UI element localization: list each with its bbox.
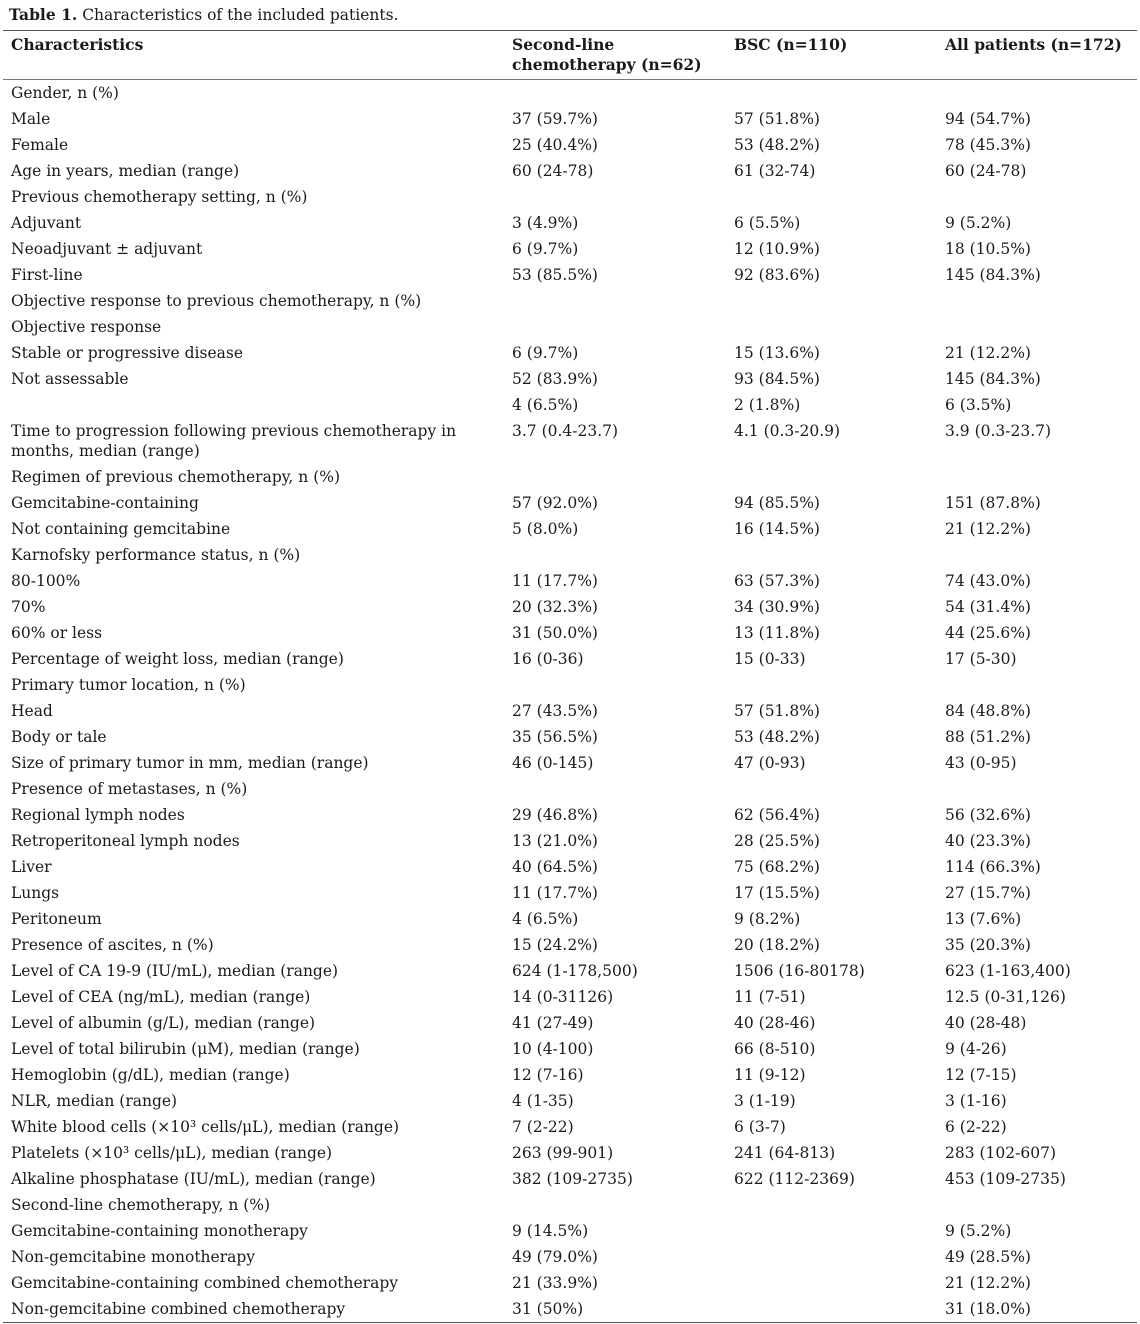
cell-second-line: 15 (24.2%) xyxy=(512,936,598,954)
table-caption xyxy=(9,5,1137,25)
cell-second-line: 37 (59.7%) xyxy=(512,110,598,128)
cell-characteristic: Objective response to previous chemotherapy, n (%) xyxy=(11,292,422,310)
cell-second-line: 35 (56.5%) xyxy=(512,728,598,746)
cell-bsc: 66 (8-510) xyxy=(734,1040,816,1058)
table-row xyxy=(3,1270,1137,1296)
cell-bsc xyxy=(726,542,937,568)
table-row xyxy=(3,184,1137,210)
cell-characteristic: Not containing gemcitabine xyxy=(11,520,231,538)
cell-second-line: 10 (4-100) xyxy=(512,1040,594,1058)
cell-characteristic: Previous chemotherapy setting, n (%) xyxy=(11,188,308,206)
cell-characteristic: Body or tale xyxy=(11,728,107,746)
cell-second-line xyxy=(504,776,726,802)
table-row xyxy=(3,490,1137,516)
cell-second-line: 25 (40.4%) xyxy=(512,136,598,154)
cell-all-patients xyxy=(937,314,1137,340)
table-row xyxy=(3,542,1137,568)
cell-bsc: 20 (18.2%) xyxy=(734,936,820,954)
cell-characteristic: Peritoneum xyxy=(11,910,102,928)
cell-bsc: 94 (85.5%) xyxy=(734,494,820,512)
cell-second-line: 21 (33.9%) xyxy=(512,1274,598,1292)
cell-characteristic: Liver xyxy=(11,858,52,876)
cell-bsc xyxy=(726,1218,937,1244)
cell-all-patients: 3 (1-16) xyxy=(945,1092,1007,1110)
cell-bsc: 57 (51.8%) xyxy=(734,702,820,720)
cell-second-line: 31 (50.0%) xyxy=(512,624,598,642)
table-row xyxy=(3,646,1137,672)
cell-characteristic: Non-gemcitabine combined chemotherapy xyxy=(11,1300,346,1318)
cell-all-patients: 9 (4-26) xyxy=(945,1040,1007,1058)
cell-characteristic: Gemcitabine-containing xyxy=(11,494,199,512)
cell-bsc xyxy=(726,1244,937,1270)
cell-characteristic: NLR, median (range) xyxy=(11,1092,178,1110)
cell-bsc xyxy=(726,1296,937,1323)
cell-all-patients: 18 (10.5%) xyxy=(945,240,1031,258)
table-row xyxy=(3,418,1137,464)
cell-second-line: 57 (92.0%) xyxy=(512,494,598,512)
cell-bsc: 3 (1-19) xyxy=(734,1092,796,1110)
cell-bsc: 17 (15.5%) xyxy=(734,884,820,902)
cell-bsc: 6 (3-7) xyxy=(734,1118,786,1136)
cell-all-patients: 49 (28.5%) xyxy=(945,1248,1031,1266)
cell-characteristic: Gender, n (%) xyxy=(11,84,119,102)
cell-all-patients: 145 (84.3%) xyxy=(945,266,1041,284)
cell-characteristic: Second-line chemotherapy, n (%) xyxy=(11,1196,271,1214)
cell-second-line: 31 (50%) xyxy=(512,1300,584,1318)
cell-bsc: 9 (8.2%) xyxy=(734,910,801,928)
cell-second-line: 53 (85.5%) xyxy=(512,266,598,284)
cell-all-patients: 3.9 (0.3-23.7) xyxy=(945,422,1052,440)
cell-second-line: 6 (9.7%) xyxy=(512,344,579,362)
cell-bsc: 53 (48.2%) xyxy=(734,728,820,746)
table-row xyxy=(3,210,1137,236)
cell-characteristic: Stable or progressive disease xyxy=(11,344,244,362)
cell-all-patients xyxy=(937,184,1137,210)
cell-bsc xyxy=(726,1270,937,1296)
cell-bsc: 12 (10.9%) xyxy=(734,240,820,258)
cell-characteristic: Alkaline phosphatase (IU/mL), median (range) xyxy=(11,1170,376,1188)
cell-all-patients: 12.5 (0-31,126) xyxy=(945,988,1066,1006)
cell-all-patients: 21 (12.2%) xyxy=(945,520,1031,538)
table-row xyxy=(3,568,1137,594)
table-row xyxy=(3,1296,1137,1323)
cell-characteristic: Retroperitoneal lymph nodes xyxy=(11,832,240,850)
table-row xyxy=(3,776,1137,802)
cell-bsc: 28 (25.5%) xyxy=(734,832,820,850)
cell-characteristic: 70% xyxy=(11,598,46,616)
table-row xyxy=(3,958,1137,984)
table-row xyxy=(3,1166,1137,1192)
cell-characteristic: Gemcitabine-containing monotherapy xyxy=(11,1222,308,1240)
cell-bsc xyxy=(726,464,937,490)
cell-second-line: 11 (17.7%) xyxy=(512,884,598,902)
cell-second-line: 3 (4.9%) xyxy=(512,214,579,232)
cell-bsc: 53 (48.2%) xyxy=(734,136,820,154)
cell-all-patients: 88 (51.2%) xyxy=(945,728,1031,746)
header-all-patients: All patients (n=172) xyxy=(945,35,1122,54)
cell-second-line: 9 (14.5%) xyxy=(512,1222,589,1240)
table-row xyxy=(3,132,1137,158)
cell-second-line: 12 (7-16) xyxy=(512,1066,584,1084)
header-row xyxy=(3,31,1137,80)
cell-characteristic xyxy=(3,392,504,418)
cell-characteristic: Platelets (×10³ cells/μL), median (range) xyxy=(11,1144,333,1162)
cell-all-patients: 453 (109-2735) xyxy=(945,1170,1066,1188)
cell-bsc: 15 (13.6%) xyxy=(734,344,820,362)
cell-all-patients xyxy=(937,542,1137,568)
table-row xyxy=(3,1114,1137,1140)
cell-second-line xyxy=(504,288,726,314)
cell-second-line: 13 (21.0%) xyxy=(512,832,598,850)
cell-second-line: 27 (43.5%) xyxy=(512,702,598,720)
table-row xyxy=(3,80,1137,107)
cell-second-line: 4 (1-35) xyxy=(512,1092,574,1110)
table-row xyxy=(3,288,1137,314)
cell-second-line: 11 (17.7%) xyxy=(512,572,598,590)
cell-second-line: 20 (32.3%) xyxy=(512,598,598,616)
cell-characteristic: Time to progression following previous chemotherapy in months, median (range) xyxy=(11,422,457,460)
cell-all-patients: 13 (7.6%) xyxy=(945,910,1022,928)
cell-all-patients: 56 (32.6%) xyxy=(945,806,1031,824)
cell-all-patients: 114 (66.3%) xyxy=(945,858,1041,876)
cell-characteristic: Gemcitabine-containing combined chemotherapy xyxy=(11,1274,399,1292)
cell-all-patients: 21 (12.2%) xyxy=(945,344,1031,362)
table-row xyxy=(3,880,1137,906)
cell-all-patients: 43 (0-95) xyxy=(945,754,1017,772)
cell-bsc: 40 (28-46) xyxy=(734,1014,816,1032)
cell-characteristic: Karnofsky performance status, n (%) xyxy=(11,546,301,564)
cell-bsc xyxy=(726,184,937,210)
cell-second-line: 5 (8.0%) xyxy=(512,520,579,538)
cell-characteristic: Regimen of previous chemotherapy, n (%) xyxy=(11,468,341,486)
cell-characteristic: Female xyxy=(11,136,69,154)
cell-characteristic: Primary tumor location, n (%) xyxy=(11,676,246,694)
table-row xyxy=(3,392,1137,418)
cell-bsc xyxy=(726,314,937,340)
cell-bsc: 6 (5.5%) xyxy=(734,214,801,232)
table-row xyxy=(3,516,1137,542)
cell-characteristic: Percentage of weight loss, median (range) xyxy=(11,650,344,668)
cell-all-patients: 78 (45.3%) xyxy=(945,136,1031,154)
table-row xyxy=(3,620,1137,646)
table-row xyxy=(3,932,1137,958)
table-row xyxy=(3,1062,1137,1088)
table-row xyxy=(3,672,1137,698)
cell-characteristic: Adjuvant xyxy=(11,214,82,232)
cell-bsc: 1506 (16-80178) xyxy=(734,962,865,980)
table-row xyxy=(3,724,1137,750)
cell-characteristic: Lungs xyxy=(11,884,60,902)
cell-all-patients: 623 (1-163,400) xyxy=(945,962,1071,980)
header-characteristics: Characteristics xyxy=(11,35,144,54)
table-row xyxy=(3,828,1137,854)
cell-all-patients: 6 (3.5%) xyxy=(945,396,1012,414)
cell-second-line: 7 (2-22) xyxy=(512,1118,574,1136)
cell-characteristic: First-line xyxy=(11,266,83,284)
cell-characteristic: White blood cells (×10³ cells/μL), median (range) xyxy=(11,1118,400,1136)
cell-all-patients: 12 (7-15) xyxy=(945,1066,1017,1084)
cell-all-patients xyxy=(937,776,1137,802)
cell-bsc xyxy=(726,80,937,107)
cell-all-patients: 283 (102-607) xyxy=(945,1144,1057,1162)
table-row xyxy=(3,1036,1137,1062)
cell-second-line: 29 (46.8%) xyxy=(512,806,598,824)
cell-bsc: 13 (11.8%) xyxy=(734,624,820,642)
table-row xyxy=(3,158,1137,184)
table-row xyxy=(3,984,1137,1010)
table-body xyxy=(3,80,1137,1323)
cell-bsc: 92 (83.6%) xyxy=(734,266,820,284)
cell-bsc: 11 (9-12) xyxy=(734,1066,806,1084)
table-row xyxy=(3,1244,1137,1270)
cell-bsc: 4.1 (0.3-20.9) xyxy=(734,422,841,440)
table-row xyxy=(3,262,1137,288)
cell-all-patients: 151 (87.8%) xyxy=(945,494,1041,512)
cell-all-patients xyxy=(937,672,1137,698)
cell-characteristic: Non-gemcitabine monotherapy xyxy=(11,1248,256,1266)
cell-second-line xyxy=(504,464,726,490)
table-row xyxy=(3,906,1137,932)
cell-second-line: 40 (64.5%) xyxy=(512,858,598,876)
header-bsc: BSC (n=110) xyxy=(734,35,848,54)
table-caption-text: Characteristics of the included patients. xyxy=(77,6,399,24)
cell-second-line: 4 (6.5%) xyxy=(512,396,579,414)
cell-bsc: 15 (0-33) xyxy=(734,650,806,668)
cell-second-line: 16 (0-36) xyxy=(512,650,584,668)
cell-characteristic: Level of total bilirubin (μM), median (range) xyxy=(11,1040,360,1058)
cell-all-patients: 60 (24-78) xyxy=(945,162,1027,180)
cell-all-patients: 35 (20.3%) xyxy=(945,936,1031,954)
cell-all-patients: 94 (54.7%) xyxy=(945,110,1031,128)
table-row xyxy=(3,854,1137,880)
table-header xyxy=(3,31,1137,80)
cell-characteristic: Level of CA 19-9 (IU/mL), median (range) xyxy=(11,962,339,980)
cell-characteristic: Hemoglobin (g/dL), median (range) xyxy=(11,1066,290,1084)
cell-second-line: 382 (109-2735) xyxy=(512,1170,633,1188)
cell-second-line: 4 (6.5%) xyxy=(512,910,579,928)
cell-all-patients xyxy=(937,80,1137,107)
cell-bsc: 63 (57.3%) xyxy=(734,572,820,590)
cell-all-patients: 9 (5.2%) xyxy=(945,1222,1012,1240)
table-row xyxy=(3,698,1137,724)
cell-bsc: 93 (84.5%) xyxy=(734,370,820,388)
cell-bsc: 57 (51.8%) xyxy=(734,110,820,128)
table-row xyxy=(3,750,1137,776)
cell-second-line: 60 (24-78) xyxy=(512,162,594,180)
cell-second-line xyxy=(504,1192,726,1218)
table-row xyxy=(3,464,1137,490)
table-row xyxy=(3,236,1137,262)
cell-all-patients: 6 (2-22) xyxy=(945,1118,1007,1136)
cell-second-line: 49 (79.0%) xyxy=(512,1248,598,1266)
cell-characteristic: Level of albumin (g/L), median (range) xyxy=(11,1014,316,1032)
patient-characteristics-table xyxy=(3,30,1137,1323)
table-row xyxy=(3,314,1137,340)
header-second-line-chemotherapy: Second-line chemotherapy (n=62) xyxy=(512,35,702,74)
cell-bsc xyxy=(726,672,937,698)
cell-all-patients: 74 (43.0%) xyxy=(945,572,1031,590)
cell-second-line: 52 (83.9%) xyxy=(512,370,598,388)
cell-bsc: 16 (14.5%) xyxy=(734,520,820,538)
cell-all-patients: 27 (15.7%) xyxy=(945,884,1031,902)
cell-characteristic: Age in years, median (range) xyxy=(11,162,240,180)
cell-bsc xyxy=(726,1192,937,1218)
cell-characteristic: Regional lymph nodes xyxy=(11,806,185,824)
cell-bsc xyxy=(726,288,937,314)
cell-all-patients: 54 (31.4%) xyxy=(945,598,1031,616)
table-row xyxy=(3,594,1137,620)
table-row xyxy=(3,340,1137,366)
cell-all-patients xyxy=(937,288,1137,314)
cell-bsc: 47 (0-93) xyxy=(734,754,806,772)
cell-bsc: 75 (68.2%) xyxy=(734,858,820,876)
cell-all-patients: 145 (84.3%) xyxy=(945,370,1041,388)
cell-bsc xyxy=(726,776,937,802)
cell-all-patients: 21 (12.2%) xyxy=(945,1274,1031,1292)
cell-characteristic: Level of CEA (ng/mL), median (range) xyxy=(11,988,311,1006)
cell-second-line xyxy=(504,80,726,107)
cell-all-patients: 31 (18.0%) xyxy=(945,1300,1031,1318)
table-row xyxy=(3,1218,1137,1244)
cell-second-line: 41 (27-49) xyxy=(512,1014,594,1032)
cell-second-line: 624 (1-178,500) xyxy=(512,962,638,980)
cell-characteristic: Presence of metastases, n (%) xyxy=(11,780,248,798)
cell-characteristic: 80-100% xyxy=(11,572,81,590)
cell-bsc: 11 (7-51) xyxy=(734,988,806,1006)
cell-second-line xyxy=(504,542,726,568)
cell-characteristic: Objective response xyxy=(11,318,162,336)
cell-second-line: 14 (0-31126) xyxy=(512,988,614,1006)
table-row xyxy=(3,802,1137,828)
table-row xyxy=(3,1088,1137,1114)
cell-second-line xyxy=(504,672,726,698)
cell-bsc: 2 (1.8%) xyxy=(734,396,801,414)
cell-all-patients xyxy=(937,464,1137,490)
cell-characteristic: Neoadjuvant ± adjuvant xyxy=(11,240,203,258)
table-row xyxy=(3,1140,1137,1166)
cell-bsc: 62 (56.4%) xyxy=(734,806,820,824)
cell-bsc: 61 (32-74) xyxy=(734,162,816,180)
cell-all-patients: 84 (48.8%) xyxy=(945,702,1031,720)
cell-bsc: 34 (30.9%) xyxy=(734,598,820,616)
table-caption-label: Table 1. xyxy=(9,5,78,24)
cell-characteristic: Presence of ascites, n (%) xyxy=(11,936,214,954)
cell-second-line: 6 (9.7%) xyxy=(512,240,579,258)
cell-characteristic: Size of primary tumor in mm, median (range) xyxy=(11,754,369,772)
cell-second-line xyxy=(504,184,726,210)
table-row xyxy=(3,106,1137,132)
cell-all-patients: 40 (28-48) xyxy=(945,1014,1027,1032)
cell-all-patients: 17 (5-30) xyxy=(945,650,1017,668)
cell-characteristic: Male xyxy=(11,110,51,128)
cell-second-line: 3.7 (0.4-23.7) xyxy=(512,422,619,440)
table-row xyxy=(3,366,1137,392)
cell-characteristic: Head xyxy=(11,702,53,720)
table-row xyxy=(3,1010,1137,1036)
cell-second-line: 46 (0-145) xyxy=(512,754,594,772)
cell-all-patients xyxy=(937,1192,1137,1218)
cell-all-patients: 40 (23.3%) xyxy=(945,832,1031,850)
cell-characteristic: 60% or less xyxy=(11,624,103,642)
cell-characteristic: Not assessable xyxy=(11,370,129,388)
cell-second-line: 263 (99-901) xyxy=(512,1144,614,1162)
cell-all-patients: 44 (25.6%) xyxy=(945,624,1031,642)
cell-second-line xyxy=(504,314,726,340)
table-row xyxy=(3,1192,1137,1218)
cell-all-patients: 9 (5.2%) xyxy=(945,214,1012,232)
cell-bsc: 622 (112-2369) xyxy=(734,1170,855,1188)
cell-bsc: 241 (64-813) xyxy=(734,1144,836,1162)
